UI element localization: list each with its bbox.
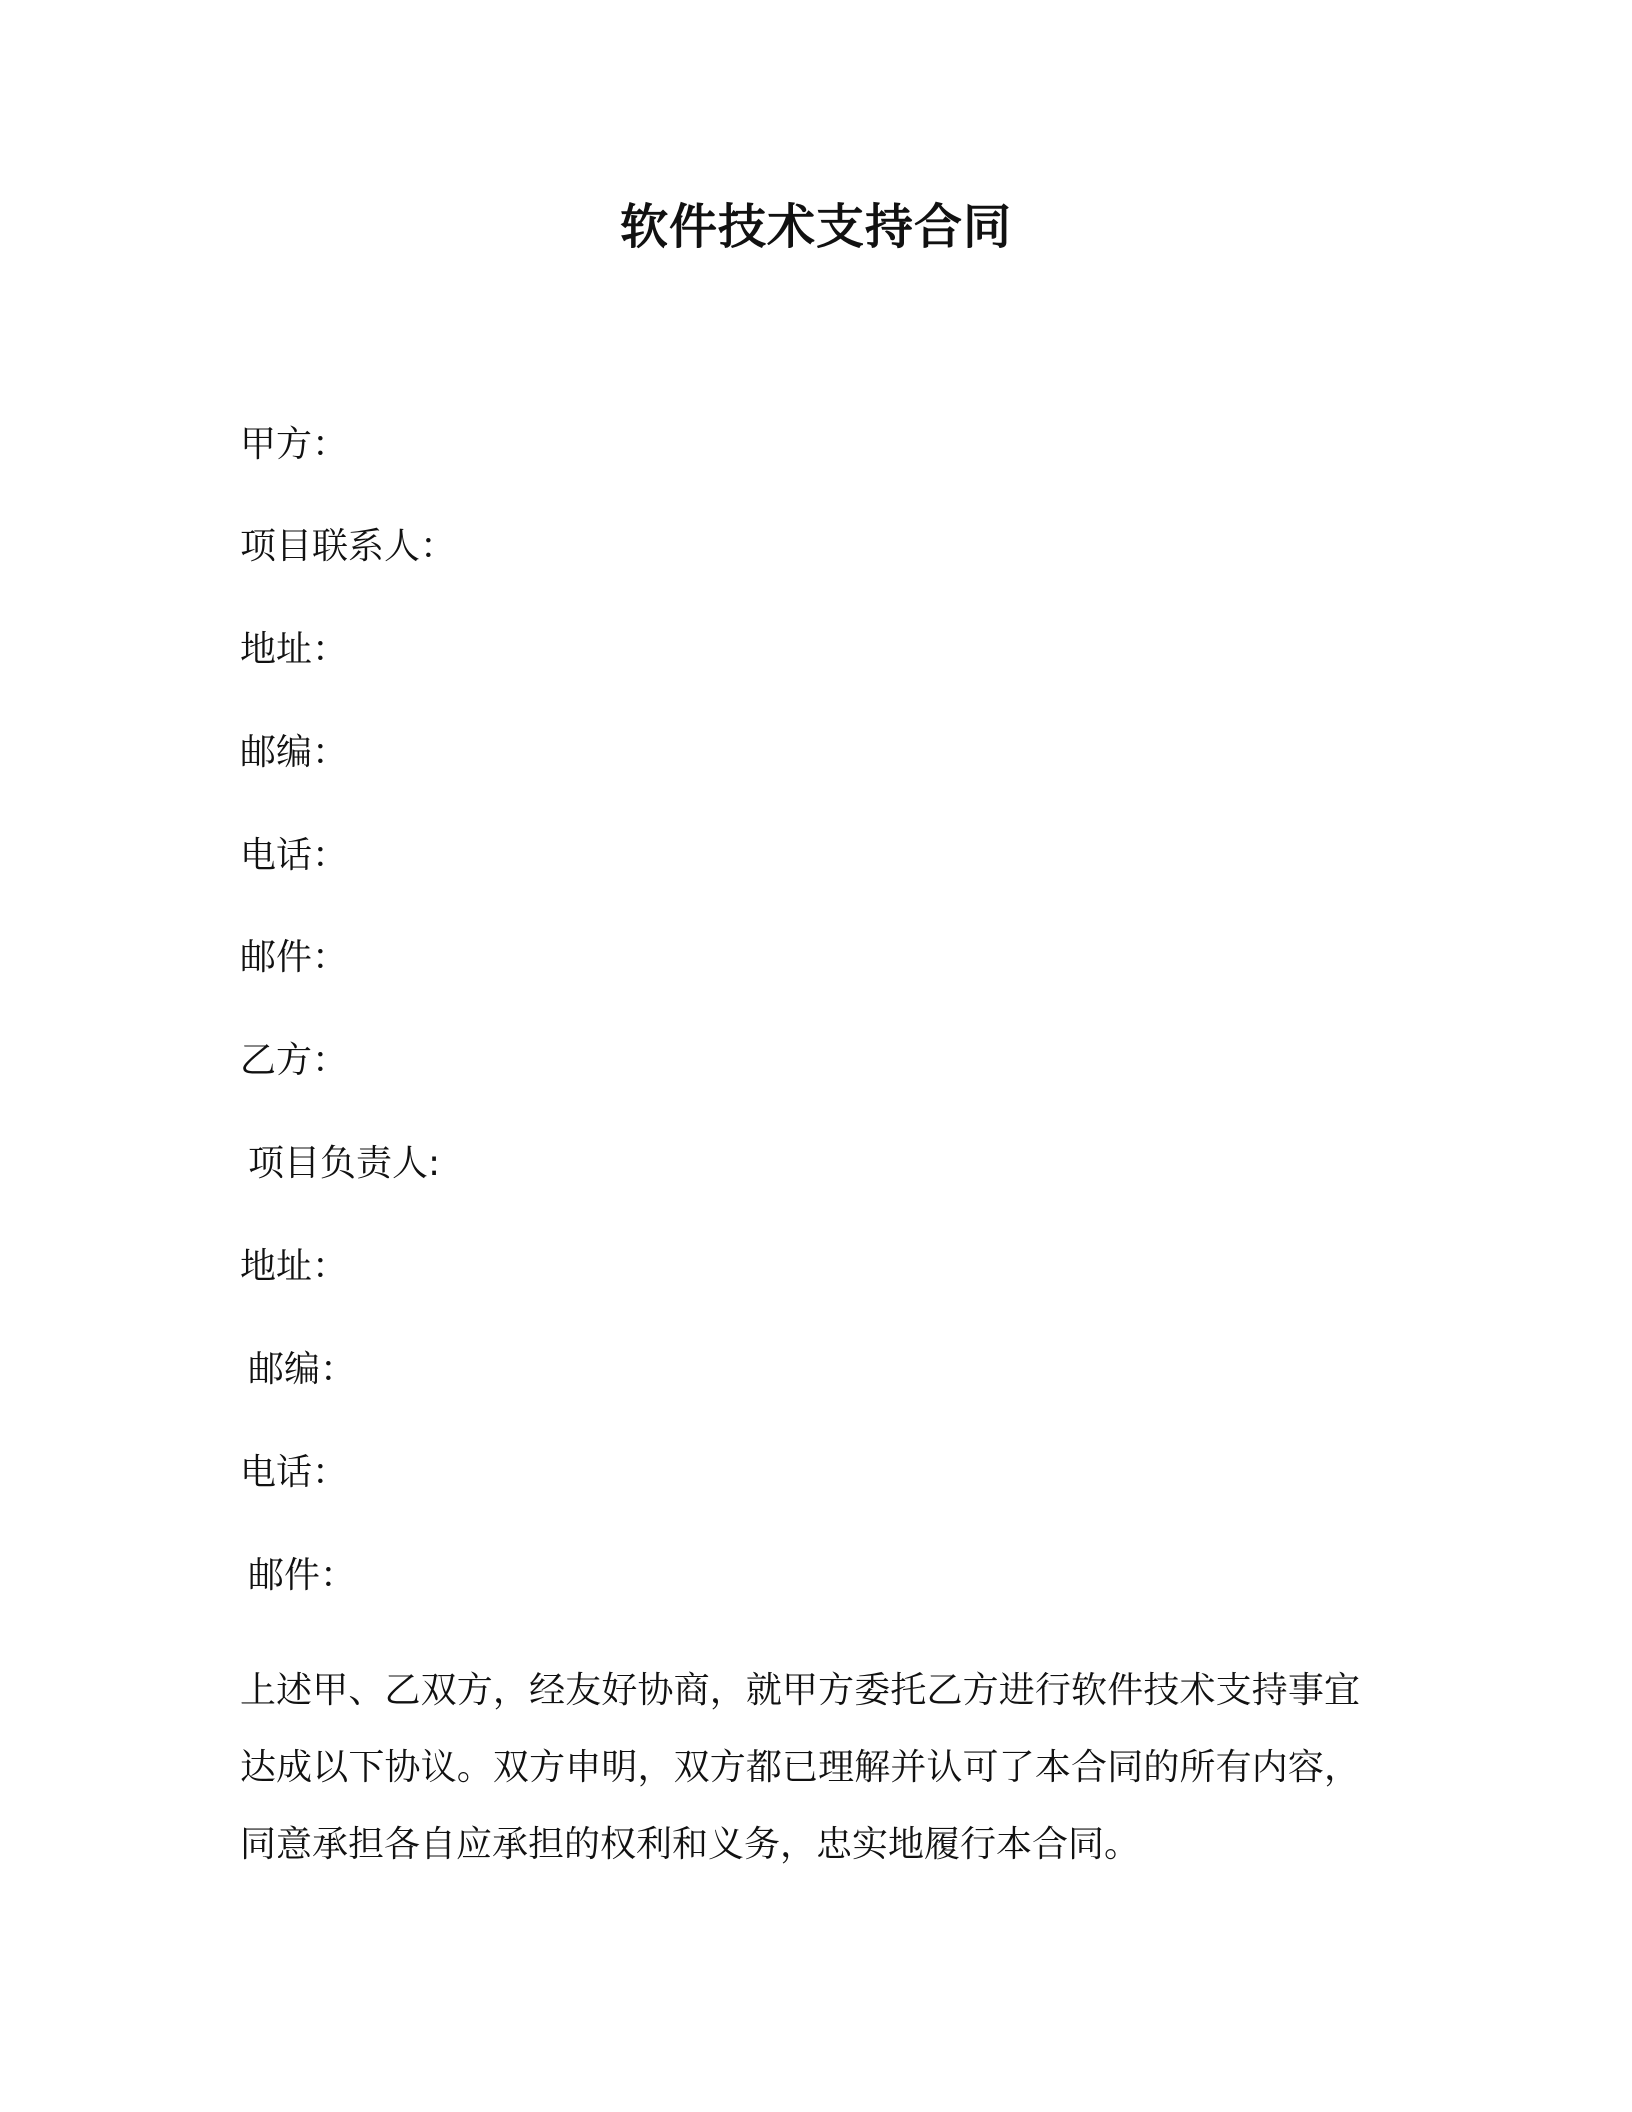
party-b-address-label: 地址： — [240, 1246, 349, 1287]
party-b-email-label: 邮件： — [248, 1555, 357, 1596]
party-a-contact-label: 项目联系人： — [240, 526, 457, 567]
document-title: 软件技术支持合同 — [619, 199, 1012, 255]
contract-preamble: 上述甲、乙双方，经友好协商，就甲方委托乙方进行软件技术支持事宜达成以下协议。双方申明，双方都已理解并认可了本合同的所有内容，同意承担各自应承担的权利和义务，忠实地履行本合同。 — [240, 1670, 1360, 1865]
party-a-label: 甲方： — [240, 424, 349, 465]
party-a-email-label: 邮件： — [240, 937, 349, 978]
party-b-postcode-label: 邮编： — [248, 1349, 357, 1390]
party-a-postcode-label: 邮编： — [240, 732, 349, 773]
party-b-manager-label: 项目负责人: — [248, 1143, 441, 1184]
party-a-address-label: 地址： — [240, 629, 349, 670]
party-b-phone-label: 电话： — [240, 1452, 349, 1493]
party-a-phone-label: 电话： — [240, 835, 349, 876]
party-b-label: 乙方： — [240, 1040, 349, 1081]
